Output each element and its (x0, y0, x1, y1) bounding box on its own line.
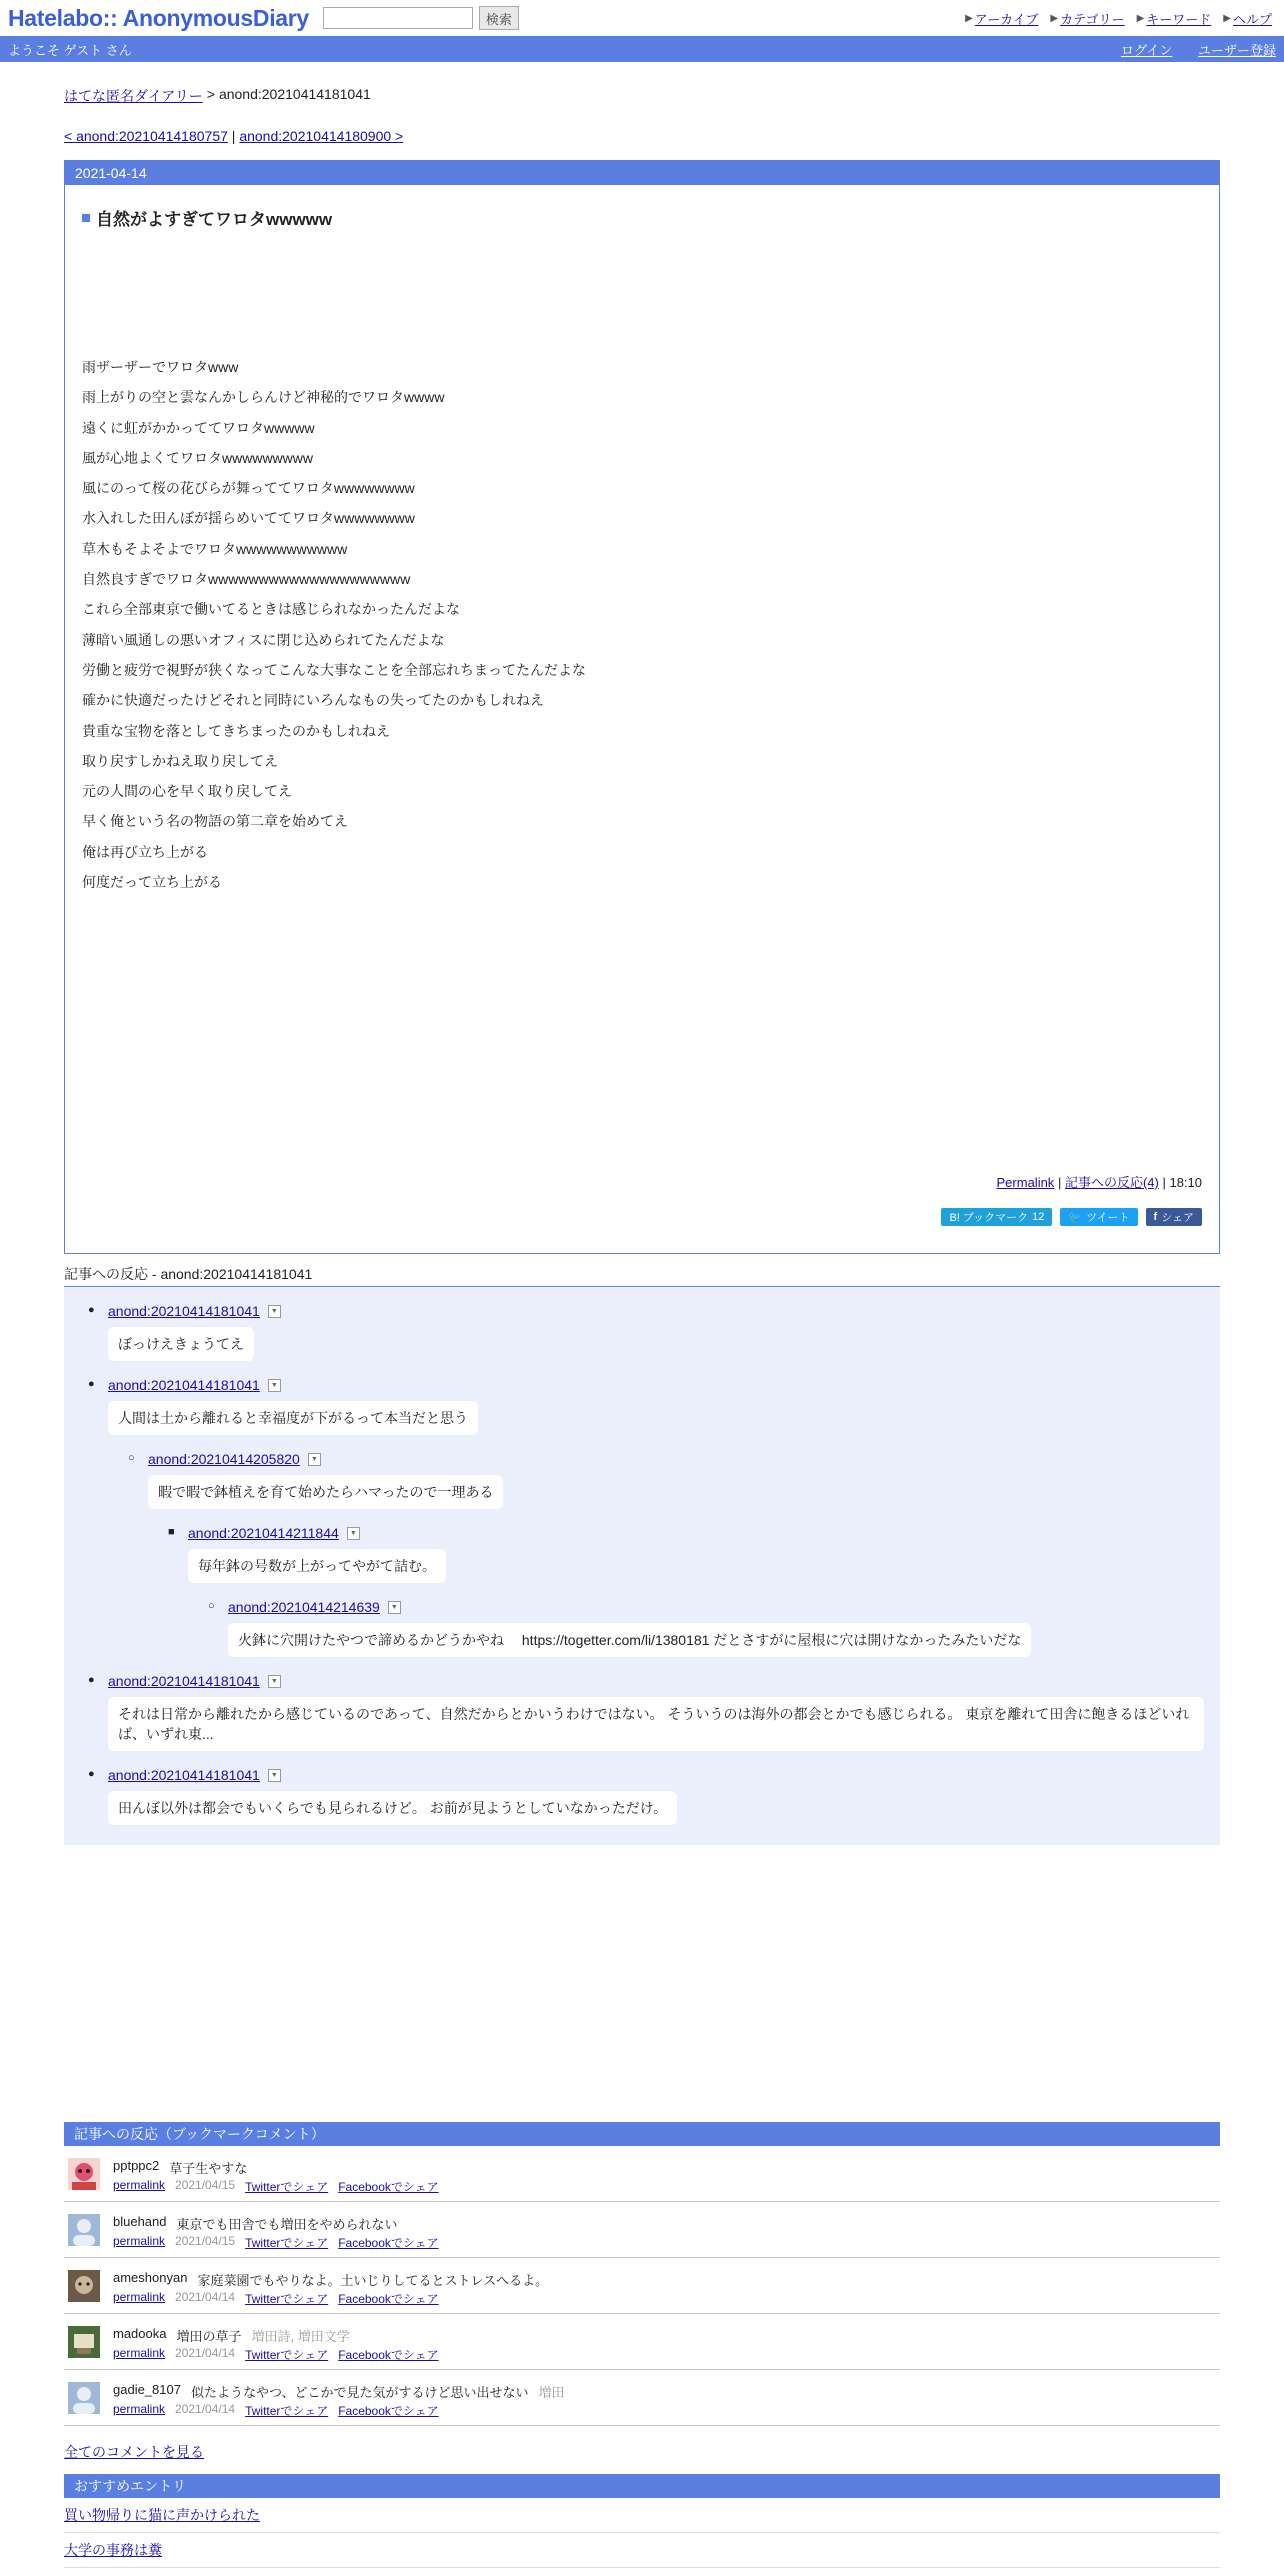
bookmark-permalink[interactable]: permalink (113, 2346, 166, 2360)
bookmark-comment-line (113, 2326, 350, 2345)
bookmark-row (64, 2370, 1220, 2426)
twitter-share-link[interactable]: Twitterでシェア (245, 2292, 329, 2306)
hatena-bookmark-count: 12 (1032, 1211, 1045, 1223)
entry-body-line: これら全部東京で働いてるときは感じられなかったんだよな (82, 601, 460, 618)
bookmark-meta-line (113, 2290, 439, 2307)
entry-time: | 18:10 (1162, 1175, 1202, 1190)
reaction-link-row (148, 1447, 1220, 1471)
avatar[interactable] (68, 2158, 100, 2190)
reaction-item (88, 1373, 1220, 1447)
reaction-text: ぼっけえきょうてえ (108, 1327, 254, 1361)
bullet-circle-icon: ○ (208, 1600, 215, 1612)
reaction-text: 暇で暇で鉢植えを育て始めたらハマったので一理ある (148, 1475, 503, 1509)
entry-body-line: 雨上がりの空と雲なんかしらんけど神秘的でワロタwwww (82, 389, 445, 406)
reaction-item-nested (208, 1595, 1220, 1669)
bookmark-comments-title: 記事への反応（ブックマークコメント） (64, 2122, 1220, 2146)
entry-body-line: 風にのって桜の花びらが舞っててワロタwwwwwwww (82, 480, 415, 497)
entry-body (82, 352, 1219, 897)
arrow-icon: ▶ (1223, 13, 1231, 24)
entry-body-line: 雨ザーザーでワロタwww (82, 359, 239, 375)
reaction-link[interactable]: anond:20210414205820 (148, 1451, 300, 1467)
bookmark-tags[interactable]: 増田 (538, 2385, 565, 2400)
arrow-icon: ▶ (965, 13, 973, 24)
bookmark-user[interactable]: madooka (113, 2326, 167, 2341)
nav-category[interactable] (1050, 9, 1124, 28)
prev-entry-link[interactable]: < anond:20210414180757 (64, 128, 228, 144)
facebook-share-link[interactable]: Facebookでシェア (338, 2404, 439, 2418)
bookmark-comment: 増田の草子 (176, 2329, 242, 2344)
tweet-label: ツイート (1086, 1212, 1130, 1224)
bullet-disc-icon: ● (88, 1768, 95, 1780)
dropdown-icon[interactable]: ▼ (268, 1675, 281, 1688)
tweet-button[interactable] (1060, 1208, 1137, 1226)
bookmark-meta-line (113, 2402, 439, 2419)
bookmark-row (64, 2146, 1220, 2202)
bookmark-comment-line (113, 2270, 548, 2289)
avatar[interactable] (68, 2326, 100, 2358)
recommend-link[interactable]: 大学の事務は糞 (64, 2542, 162, 2558)
entry-title-text: 自然がよすぎてワロタwwwww (96, 210, 333, 229)
recommend-item (64, 2533, 1220, 2568)
login-link[interactable]: ログイン (1121, 42, 1173, 58)
reaction-text: 人間は土から離れると幸福度が下がるって本当だと思う (108, 1401, 478, 1435)
entry-date: 2021-04-14 (65, 161, 1219, 185)
entry-pager (64, 128, 1220, 144)
bookmark-user[interactable]: ameshonyan (113, 2270, 188, 2285)
recommend-title: おすすめエントリ (64, 2474, 1220, 2498)
pager-separator: | (231, 128, 236, 144)
bookmark-comment-line (113, 2158, 247, 2177)
reaction-link-row (108, 1373, 1220, 1397)
bookmark-meta-line (113, 2346, 439, 2363)
reaction-text: 毎年鉢の号数が上がってやがて詰む。 (188, 1549, 446, 1583)
entry-body-line: 薄暗い風通しの悪いオフィスに閉じ込められてたんだよな (82, 631, 445, 648)
bullet-disc-icon: ● (88, 1674, 95, 1686)
reaction-link-row (228, 1595, 1220, 1619)
hatena-bookmark-button[interactable] (941, 1208, 1052, 1226)
next-entry-link[interactable]: anond:20210414180900 > (239, 128, 404, 144)
welcome-text: ようこそ ゲスト さん (8, 42, 132, 58)
title-square-icon[interactable] (82, 214, 90, 222)
nav-archive[interactable] (965, 9, 1038, 28)
bookmark-row (64, 2314, 1220, 2370)
twitter-share-link[interactable]: Twitterでシェア (245, 2348, 329, 2362)
arrow-icon: ▶ (1050, 13, 1059, 24)
bookmark-meta-line (113, 2234, 439, 2251)
facebook-share-label: シェア (1161, 1212, 1194, 1224)
recommend-item (64, 2498, 1220, 2533)
reaction-link-row (108, 1669, 1204, 1693)
site-logo[interactable]: Hatelabo:: AnonymousDiary (8, 4, 309, 31)
reaction-link[interactable]: anond:20210414214639 (228, 1599, 380, 1615)
entry-body-line: 遠くに虹がかかっててワロタwwwww (82, 419, 315, 436)
bookmark-date: 2021/04/15 (175, 2178, 236, 2192)
dropdown-icon[interactable]: ▼ (308, 1453, 321, 1466)
facebook-icon: f (1153, 1211, 1158, 1223)
share-buttons (941, 1208, 1202, 1226)
entry-body-line: 草木もそよそよでワロタwwwwwwwwwww (82, 540, 348, 557)
bookmark-date: 2021/04/14 (175, 2402, 236, 2416)
nav-category-link[interactable]: カテゴリー (1060, 12, 1125, 27)
reaction-item (88, 1763, 1220, 1825)
bookmark-row (64, 2202, 1220, 2258)
breadcrumb (64, 86, 1220, 106)
entry-body-line: 俺は再び立ち上がる (82, 843, 208, 860)
entry-title (82, 205, 1219, 230)
reaction-link[interactable]: anond:20210414181041 (108, 1303, 260, 1319)
entry-body-line: 取り戻すしかねえ取り戻してえ (82, 752, 278, 769)
register-link[interactable]: ユーザー登録 (1197, 42, 1276, 58)
bookmark-comment: 草子生やすな (169, 2161, 248, 2176)
entry-body-line: 何度だって立ち上がる (82, 874, 222, 891)
bookmark-date: 2021/04/14 (175, 2346, 236, 2360)
bookmark-comment: 似たようなやつ、どこかで見た気がするけど思い出せない (190, 2385, 529, 2400)
bookmark-comment-line (113, 2214, 398, 2233)
nav-keyword[interactable] (1137, 9, 1212, 28)
bookmark-comments-section (64, 2122, 1220, 2568)
twitter-bird-icon: 🐦 (1068, 1211, 1083, 1224)
facebook-share-link[interactable]: Facebookでシェア (338, 2292, 439, 2306)
dropdown-icon[interactable]: ▼ (268, 1769, 281, 1782)
bookmark-user[interactable]: bluehand (113, 2214, 167, 2229)
breadcrumb-separator: > (206, 86, 215, 102)
entry-body-line: 早く俺という名の物語の第二章を始めてえ (82, 813, 348, 830)
reaction-link-row (108, 1299, 1220, 1323)
twitter-share-link[interactable]: Twitterでシェア (245, 2180, 329, 2194)
bookmark-date: 2021/04/14 (175, 2290, 236, 2304)
entry-body-line: 確かに快適だったけどそれと同時にいろんなもの失ってたのかもしれねえ (82, 692, 544, 709)
reaction-text: 火鉢に穴開けたやつで諦めるかどうかやね https://togetter.com/li/1380181 だとさすがに屋根に穴は開けなかったみたいだな (228, 1623, 1031, 1657)
nav-help-link[interactable]: ヘルプ (1232, 12, 1272, 27)
bookmark-tags[interactable]: 増田詩, 増田文学 (251, 2329, 350, 2344)
reactions-list (64, 1287, 1220, 1845)
reaction-item-nested (128, 1447, 1220, 1521)
reaction-text: それは日常から離れたから感じているのであって、自然だからとかいうわけではない。 そういうのは海外の都会とかでも感じられる。 東京を離れて田舎に飽きるほどいれば、いずれ東... (108, 1697, 1204, 1751)
recommend-link[interactable]: 買い物帰りに猫に声かけられた (64, 2507, 260, 2523)
bullet-disc-icon: ● (88, 1378, 95, 1390)
main-content (64, 62, 1220, 1845)
reaction-item (88, 1299, 1220, 1373)
facebook-share-link[interactable]: Facebookでシェア (338, 2236, 439, 2250)
breadcrumb-current: anond:20210414181041 (218, 86, 371, 102)
twitter-share-link[interactable]: Twitterでシェア (245, 2236, 329, 2250)
reaction-item-nested (168, 1521, 1220, 1595)
reaction-link[interactable]: anond:20210414181041 (108, 1377, 260, 1393)
reaction-link[interactable]: anond:20210414181041 (108, 1673, 260, 1689)
facebook-share-button[interactable] (1146, 1208, 1202, 1226)
entry-body-line: 風が心地よくてワロタwwwwwwwww (82, 449, 313, 466)
site-header (0, 0, 1284, 36)
entry-box (64, 160, 1220, 1254)
twitter-share-link[interactable]: Twitterでシェア (245, 2404, 329, 2418)
dropdown-icon[interactable]: ▼ (268, 1305, 281, 1318)
search-input[interactable] (323, 7, 473, 29)
bookmark-permalink[interactable]: permalink (113, 2178, 166, 2192)
avatar[interactable] (68, 2382, 100, 2414)
reaction-link-row (108, 1763, 1220, 1787)
bookmark-permalink[interactable]: permalink (113, 2234, 166, 2248)
dropdown-icon[interactable]: ▼ (347, 1527, 360, 1540)
dropdown-icon[interactable]: ▼ (268, 1379, 281, 1392)
footer-separator: | (1057, 1175, 1062, 1190)
account-links (1099, 40, 1276, 59)
entry-body-line: 貴重な宝物を落としてきちまったのかもしれねえ (82, 722, 390, 739)
facebook-share-link[interactable]: Facebookでシェア (338, 2180, 439, 2194)
bullet-disc-icon: ● (88, 1304, 95, 1316)
entry-footer (997, 1172, 1202, 1191)
bullet-circle-icon: ○ (128, 1452, 135, 1464)
entry-body-line: 元の人間の心を早く取り戻してえ (82, 783, 292, 800)
reactions-title: 記事への反応 - anond:20210414181041 (64, 1264, 1220, 1287)
bookmark-user[interactable]: gadie_8107 (113, 2382, 181, 2397)
all-comments-row (64, 2442, 1220, 2468)
dropdown-icon[interactable]: ▼ (388, 1601, 401, 1614)
reactions-link[interactable]: 記事への反応(4) (1064, 1175, 1159, 1190)
arrow-icon: ▶ (1136, 13, 1145, 24)
hatena-bookmark-label: B! ブックマーク (949, 1212, 1029, 1224)
nav-archive-link[interactable]: アーカイブ (974, 12, 1039, 27)
bookmark-comment: 東京でも田舎でも増田をやめられない (176, 2217, 398, 2232)
permalink-link[interactable]: Permalink (996, 1175, 1055, 1190)
reaction-link-row (188, 1521, 1220, 1545)
search-button[interactable]: 検索 (479, 6, 519, 30)
breadcrumb-home[interactable]: はてな匿名ダイアリー (64, 88, 203, 104)
reaction-link[interactable]: anond:20210414181041 (108, 1767, 260, 1783)
avatar[interactable] (68, 2270, 100, 2302)
bookmark-row (64, 2258, 1220, 2314)
reaction-link[interactable]: anond:20210414211844 (188, 1525, 339, 1541)
bookmark-user[interactable]: pptppc2 (113, 2158, 160, 2173)
reaction-text: 田んぼ以外は都会でもいくらでも見られるけど。 お前が見ようとしていなかっただけ。 (108, 1791, 677, 1825)
nav-keyword-link[interactable]: キーワード (1146, 12, 1212, 27)
facebook-share-link[interactable]: Facebookでシェア (338, 2348, 439, 2362)
bookmark-comment-line (113, 2382, 564, 2401)
all-comments-link[interactable]: 全てのコメントを見る (64, 2444, 204, 2460)
bookmark-date: 2021/04/15 (175, 2234, 236, 2248)
nav-help[interactable] (1223, 9, 1272, 28)
bookmark-comment: 家庭菜園でもやりなよ。土いじりしてるとストレスへるよ。 (197, 2273, 549, 2288)
entry-body-line: 自然良すぎでワロタwwwwwwwwwwwwwwwwwwww (82, 571, 411, 588)
bookmark-permalink[interactable]: permalink (113, 2402, 166, 2416)
top-nav (965, 9, 1272, 28)
user-bar (0, 36, 1284, 62)
avatar[interactable] (68, 2214, 100, 2246)
entry-body-line: 水入れした田んぼが揺らめいててワロタwwwwwwww (82, 510, 415, 527)
bullet-square-icon: ■ (168, 1526, 175, 1538)
bookmark-permalink[interactable]: permalink (113, 2290, 166, 2304)
reaction-item (88, 1669, 1204, 1763)
entry-body-line: 労働と疲労で視野が狭くなってこんな大事なことを全部忘れちまってたんだよな (82, 661, 586, 678)
bookmark-meta-line (113, 2178, 439, 2195)
